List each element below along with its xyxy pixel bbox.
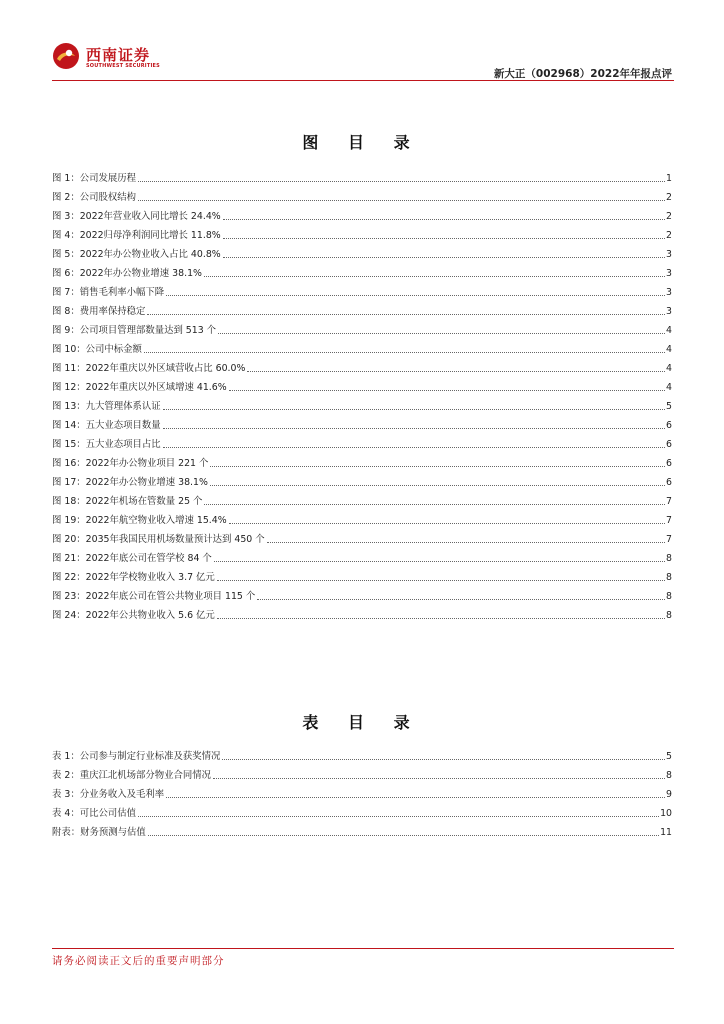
figure-index-entry-page[interactable]: 6 — [666, 458, 672, 469]
table-index-entry-label[interactable]: 表 1：公司参与制定行业标准及获奖情况 — [52, 751, 221, 762]
figure-index-entry[interactable] — [52, 223, 672, 242]
figure-index-entry-label[interactable]: 图 20：2035年我国民用机场数量预计达到 450 个 — [52, 534, 265, 545]
dot-leader — [267, 542, 665, 543]
dot-leader — [210, 485, 665, 486]
figure-index-entry-page[interactable]: 8 — [666, 610, 672, 621]
figure-index-entry[interactable] — [52, 375, 672, 394]
figure-index-entry-label[interactable]: 图 4：2022归母净利润同比增长 11.8% — [52, 230, 221, 241]
figure-index-entry-page[interactable]: 2 — [666, 211, 672, 222]
figure-index-entry-label[interactable]: 图 18：2022年机场在管数量 25 个 — [52, 496, 203, 507]
figure-index-entry-page[interactable]: 2 — [666, 192, 672, 203]
figure-index-entry-label[interactable]: 图 11：2022年重庆以外区域营收占比 60.0% — [52, 363, 246, 374]
logo-text-cn: 西南证券 — [86, 46, 151, 64]
figure-index-entry-label[interactable]: 图 7：销售毛利率小幅下降 — [52, 287, 165, 298]
figure-index-entry-label[interactable]: 图 2：公司股权结构 — [52, 192, 136, 203]
dot-leader — [213, 778, 665, 779]
dot-leader — [217, 618, 665, 619]
figure-index-entry[interactable] — [52, 299, 672, 318]
dot-leader — [223, 219, 665, 220]
dot-leader — [229, 523, 665, 524]
dot-leader — [247, 371, 665, 372]
figure-index-entry-label[interactable]: 图 15：五大业态项目占比 — [52, 439, 161, 450]
table-index-entry-label[interactable]: 表 2：重庆江北机场部分物业合同情况 — [52, 770, 211, 781]
figure-index-entry[interactable] — [52, 337, 672, 356]
figure-index-entry-label[interactable]: 图 6：2022年办公物业增速 38.1% — [52, 268, 202, 279]
table-index-entry[interactable] — [52, 820, 672, 839]
figure-index-entry-page[interactable]: 2 — [666, 230, 672, 241]
dot-leader — [166, 797, 665, 798]
figure-index-entry[interactable] — [52, 527, 672, 546]
figure-index-entry-page[interactable]: 3 — [666, 287, 672, 298]
figure-index-entry-label[interactable]: 图 23：2022年底公司在管公共物业项目 115 个 — [52, 591, 256, 602]
figure-index-entry[interactable] — [52, 166, 672, 185]
figure-index-entry[interactable] — [52, 242, 672, 261]
dot-leader — [223, 257, 665, 258]
figure-index-entry[interactable] — [52, 451, 672, 470]
figure-index-entry-label[interactable]: 图 21：2022年底公司在管学校 84 个 — [52, 553, 212, 564]
figure-index-entry-page[interactable]: 6 — [666, 420, 672, 431]
table-index-title: 表 目 录 — [302, 713, 422, 732]
figure-index-entry[interactable] — [52, 318, 672, 337]
figure-index-entry-label[interactable]: 图 13：九大管理体系认证 — [52, 401, 161, 412]
figure-index-entry-label[interactable]: 图 8：费用率保持稳定 — [52, 306, 146, 317]
figure-index-entry-label[interactable]: 图 22：2022年学校物业收入 3.7 亿元 — [52, 572, 215, 583]
figure-index-entry[interactable] — [52, 470, 672, 489]
figure-index-entry-label[interactable]: 图 10：公司中标金额 — [52, 344, 142, 355]
page-header — [0, 0, 724, 82]
figure-index-entry-label[interactable]: 图 1：公司发展历程 — [52, 173, 136, 184]
table-index-entry-label[interactable]: 表 3：分业务收入及毛利率 — [52, 789, 165, 800]
figure-index-entry[interactable] — [52, 546, 672, 565]
table-index-entry-page[interactable]: 5 — [666, 751, 672, 762]
dot-leader — [138, 816, 659, 817]
dot-leader — [166, 295, 665, 296]
figure-index-entry-page[interactable]: 3 — [666, 306, 672, 317]
dot-leader — [229, 390, 665, 391]
figure-index-entry-page[interactable]: 6 — [666, 477, 672, 488]
figure-index-entry[interactable] — [52, 185, 672, 204]
dot-leader — [210, 466, 665, 467]
figure-index-entry-page[interactable]: 3 — [666, 268, 672, 279]
table-index-entry-page[interactable]: 10 — [660, 808, 672, 819]
dot-leader — [222, 759, 665, 760]
figure-index-entry[interactable] — [52, 565, 672, 584]
footer-disclaimer: 请务必阅读正文后的重要声明部分 — [52, 955, 225, 967]
figure-index-entry-page[interactable]: 5 — [666, 401, 672, 412]
dot-leader — [257, 599, 665, 600]
figure-index-entry[interactable] — [52, 356, 672, 375]
table-index-entry[interactable] — [52, 782, 672, 801]
figure-index-entry-label[interactable]: 图 14：五大业态项目数量 — [52, 420, 161, 431]
figure-index-entry[interactable] — [52, 584, 672, 603]
dot-leader — [217, 580, 665, 581]
figure-index-entry[interactable] — [52, 261, 672, 280]
figure-index-entry-page[interactable]: 8 — [666, 591, 672, 602]
figure-index-entry-page[interactable]: 8 — [666, 553, 672, 564]
dot-leader — [147, 314, 665, 315]
dot-leader — [138, 181, 665, 182]
dot-leader — [138, 200, 665, 201]
table-index-entry[interactable] — [52, 763, 672, 782]
figure-index-entry[interactable] — [52, 432, 672, 451]
footer-divider — [52, 948, 674, 949]
figure-index-entry[interactable] — [52, 280, 672, 299]
figure-index-entry[interactable] — [52, 204, 672, 223]
figure-index-entry-page[interactable]: 7 — [666, 496, 672, 507]
dot-leader — [214, 561, 665, 562]
dot-leader — [144, 352, 665, 353]
figure-index-entry-label[interactable]: 图 16：2022年办公物业项目 221 个 — [52, 458, 209, 469]
dot-leader — [163, 447, 665, 448]
figure-index-entry[interactable] — [52, 508, 672, 527]
figure-index-entry[interactable] — [52, 489, 672, 508]
figure-index-entry-label[interactable]: 图 9：公司项目管理部数量达到 513 个 — [52, 325, 217, 336]
figure-index-entry-page[interactable]: 4 — [666, 363, 672, 374]
figure-index-entry-page[interactable]: 3 — [666, 249, 672, 260]
dot-leader — [163, 428, 665, 429]
figure-index-entry-page[interactable]: 8 — [666, 572, 672, 583]
company-logo — [52, 42, 160, 76]
table-index-list — [52, 744, 672, 839]
report-title: 新大正（002968）2022年年报点评 — [493, 68, 672, 80]
table-index-entry-label[interactable]: 表 4：可比公司估值 — [52, 808, 136, 819]
header-divider — [52, 80, 674, 81]
figure-index-entry-page[interactable]: 4 — [666, 325, 672, 336]
figure-index-entry-label[interactable]: 图 5：2022年办公物业收入占比 40.8% — [52, 249, 221, 260]
table-index-entry-page[interactable]: 11 — [660, 827, 672, 838]
table-index-entry[interactable] — [52, 744, 672, 763]
figure-index-entry-page[interactable]: 1 — [666, 173, 672, 184]
figure-index-entry-page[interactable]: 7 — [666, 534, 672, 545]
dot-leader — [148, 835, 659, 836]
dot-leader — [218, 333, 665, 334]
table-index-entry-page[interactable]: 8 — [666, 770, 672, 781]
logo-mark-icon — [52, 42, 80, 70]
dot-leader — [204, 276, 665, 277]
figure-index-title: 图 目 录 — [302, 133, 422, 152]
figure-index-entry-label[interactable]: 图 3：2022年营业收入同比增长 24.4% — [52, 211, 221, 222]
table-index-entry[interactable] — [52, 801, 672, 820]
logo-text-en: SOUTHWEST SECURITIES — [86, 63, 160, 69]
figure-index-entry[interactable] — [52, 603, 672, 622]
figure-index-entry-label[interactable]: 图 19：2022年航空物业收入增速 15.4% — [52, 515, 227, 526]
figure-index-entry-page[interactable]: 4 — [666, 382, 672, 393]
figure-index-entry-page[interactable]: 4 — [666, 344, 672, 355]
figure-index-entry-label[interactable]: 图 12：2022年重庆以外区域增速 41.6% — [52, 382, 227, 393]
table-index-entry-label[interactable]: 附表：财务预测与估值 — [52, 827, 146, 838]
figure-index-entry-label[interactable]: 图 24：2022年公共物业收入 5.6 亿元 — [52, 610, 215, 621]
figure-index-list — [52, 166, 672, 622]
figure-index-entry[interactable] — [52, 394, 672, 413]
figure-index-entry-label[interactable]: 图 17：2022年办公物业增速 38.1% — [52, 477, 208, 488]
dot-leader — [223, 238, 665, 239]
dot-leader — [163, 409, 665, 410]
figure-index-entry-page[interactable]: 7 — [666, 515, 672, 526]
figure-index-entry-page[interactable]: 6 — [666, 439, 672, 450]
table-index-entry-page[interactable]: 9 — [666, 789, 672, 800]
figure-index-entry[interactable] — [52, 413, 672, 432]
dot-leader — [204, 504, 665, 505]
